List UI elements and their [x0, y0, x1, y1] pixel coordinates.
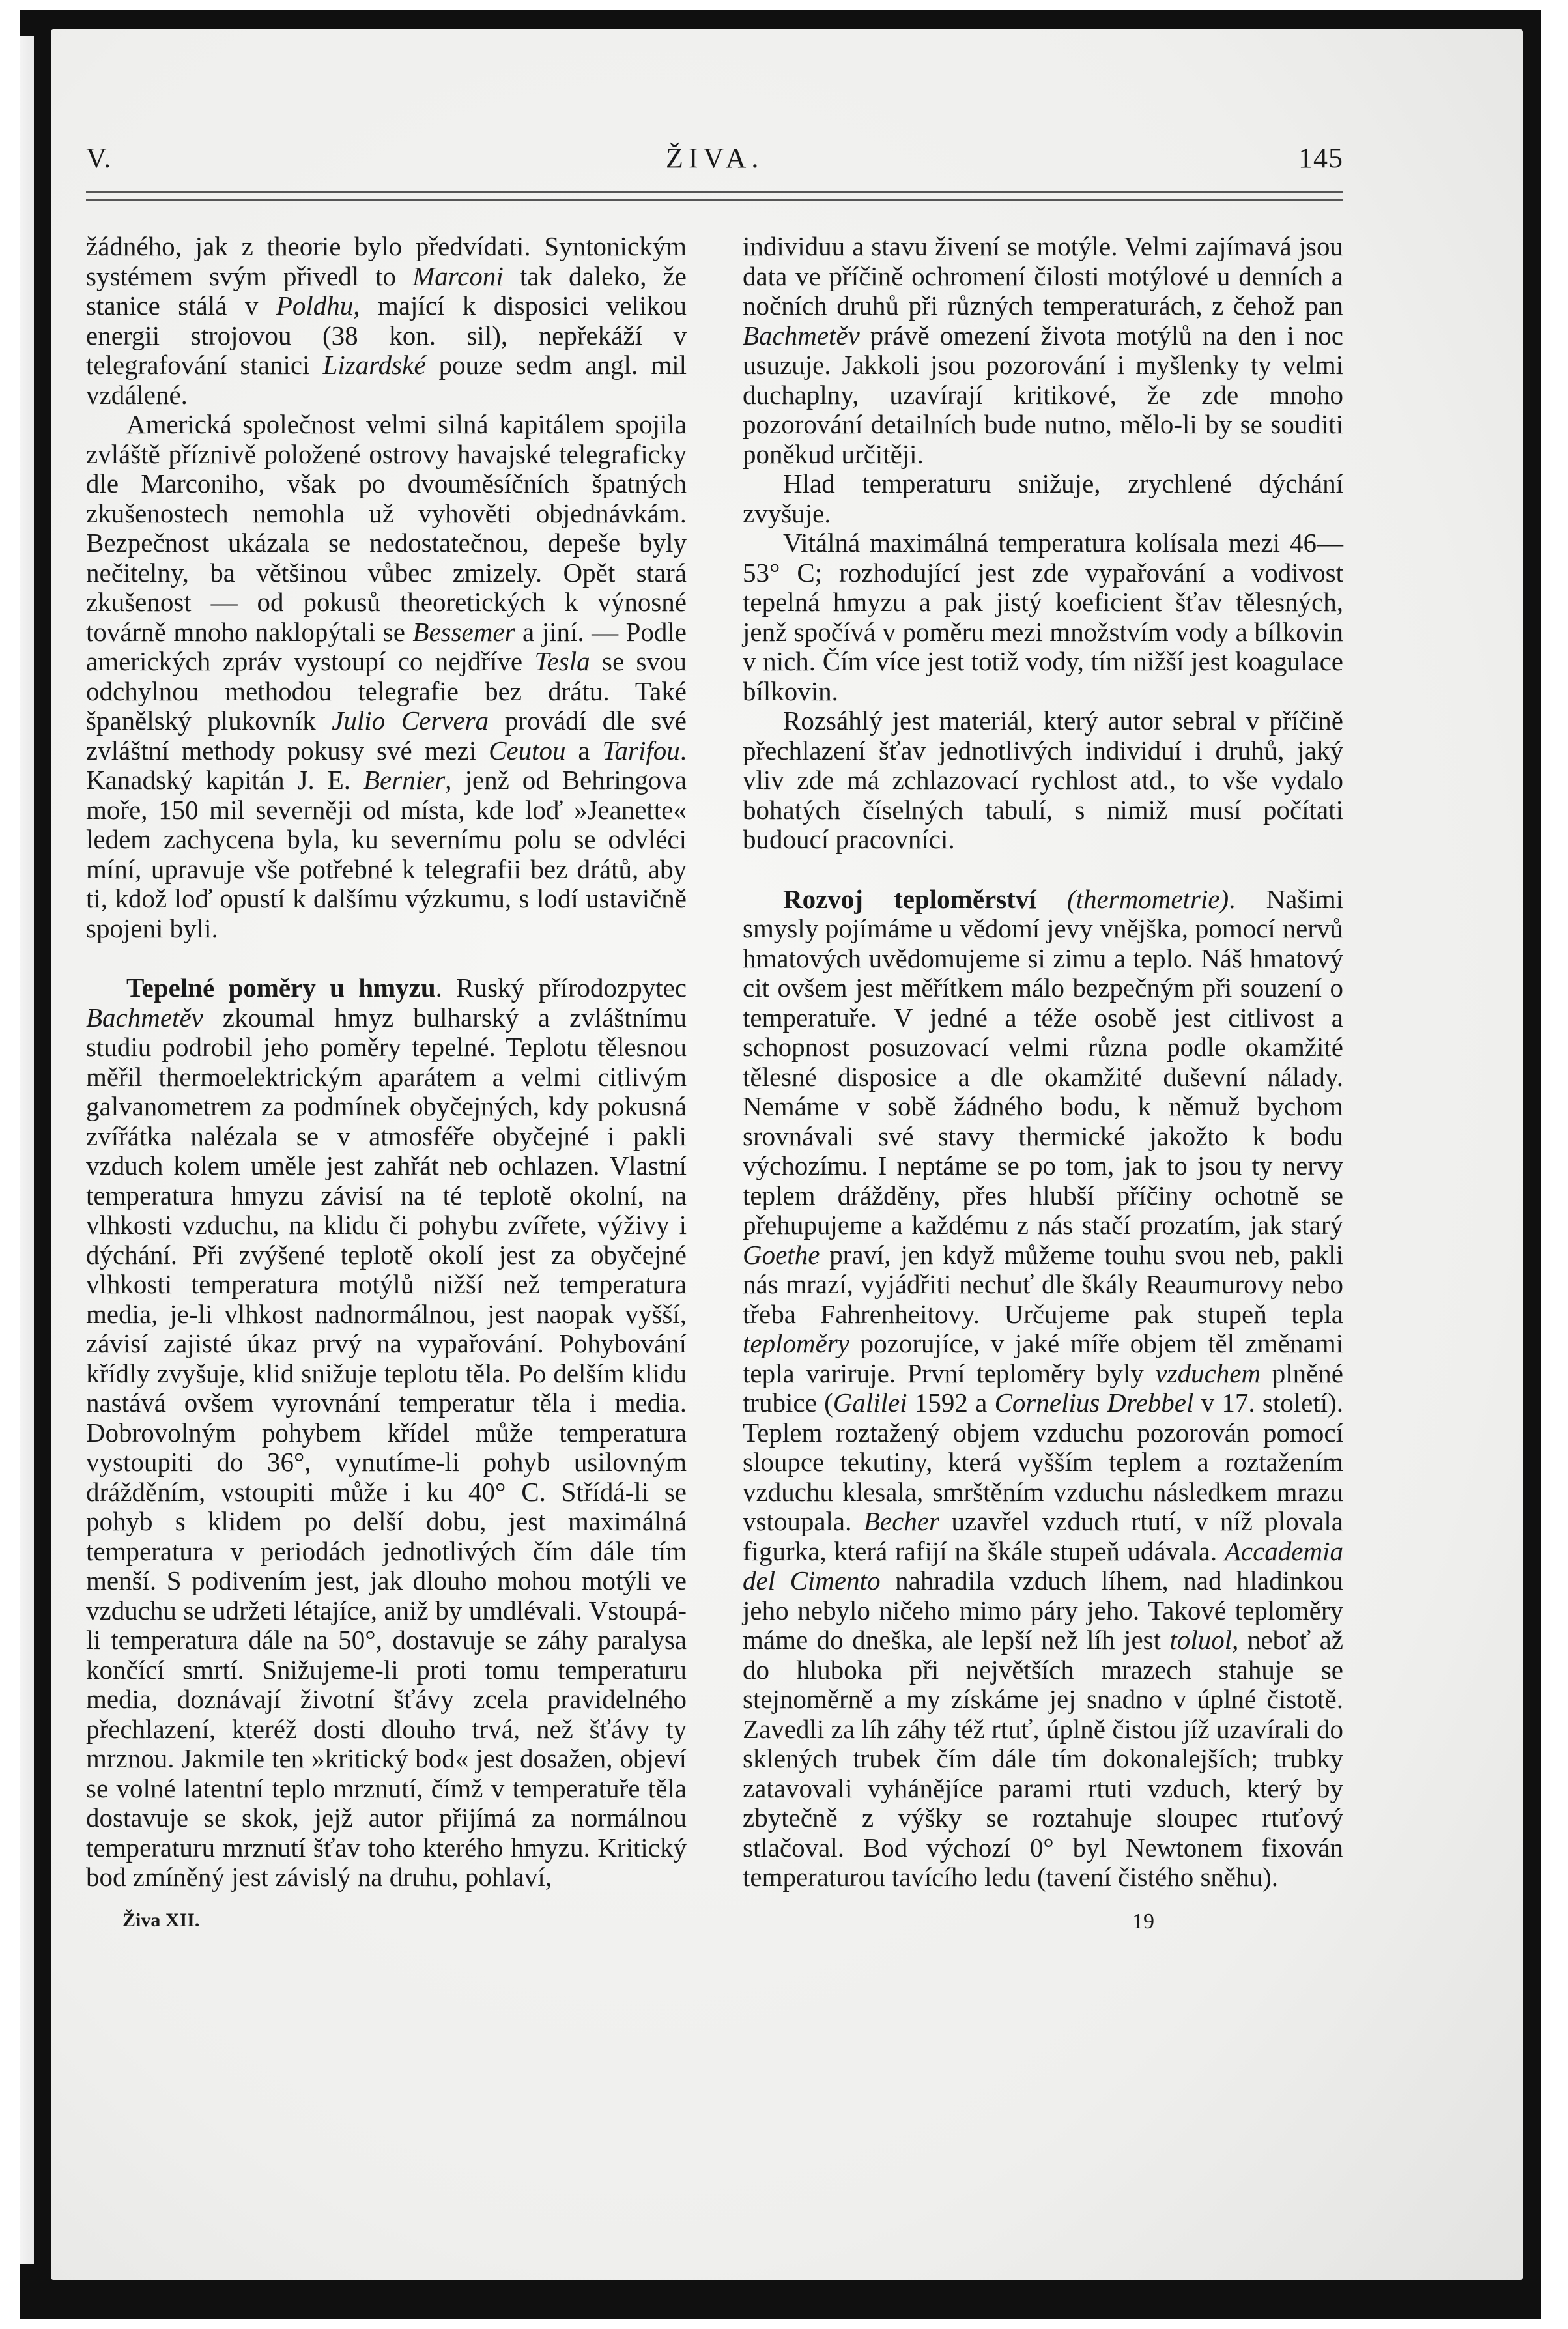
emphasized-name: teploměry — [743, 1328, 849, 1358]
emphasized-name: Becher — [863, 1506, 939, 1536]
emphasized-name: toluol — [1169, 1625, 1233, 1655]
emphasized-name: Galilei — [833, 1388, 907, 1418]
text-run: pouze sedm angl. mil vzdálené. — [86, 350, 687, 410]
text-run: Americká společnost velmi silná kapitálem spojila zvláště příznivě položené ostrovy havajské telegraficky dle Marconiho, však po dvouměsíčních špatných zkušenostech nemohla už vyhověti objednávkám. Bezpečnost ukázala se nedostatečnou, depeše byly nečitelny, ba většinou vůbec zmizely. Opět stará zkušenost — od pokusů theoretických k výnosné továrně mnoho naklopýtali se — [86, 409, 687, 647]
emphasized-name: vzduchem — [1155, 1358, 1261, 1388]
text-run: , neboť až do hluboka při největších mrazech stahuje se stejnoměrně a my získáme jej snadno v úplné čistotě. Zavedli za líh záhy též rtuť, úplně čistou jíž uzavírali do sklených trubek čím dále tím dokonalejších; trubky zatavovali vyhánějíce parami rtuti vzduch, který by zbytečně z výšky se roztahuje sloupec rtuťový stlačoval. Bod výchozí 0° byl Newtonem fixován temperaturou tavícího ledu (tavení čistého sněhu). — [743, 1625, 1343, 1892]
text-run: zkoumal hmyz bulharský a zvláštnímu studiu podrobil jeho poměry tepelné. Teplotu tělesnou měřil thermoelektrickým aparátem a velmi citlivým galvanometrem za podmínek obyčejných, kdy pokusná zvířátka nalézala se v atmosféře obyčejné i pakli vzduch kolem uměle jest zahřát neb ochlazen. Vlastní temperatura hmyzu závisí na té teplotě okolní, na vlhkosti vzduchu, na klidu či pohybu zvířete, výživy i dýchání. Při zvýšené teplotě okolí jest za obyčejné vlhkosti temperatura motýlů nižší než temperatura media, je-li vlhkost nadnormálnou, jest naopak vyšší, závisí zajisté úkaz prvý na vypařování. Pohybování křídly zvyšuje, klid snižuje teplotu těla. Po delším klidu nastává ovšem vyrovnání temperatur těla i media. Dobrovolným pohybem křídel může temperatura vystoupiti do 36°, vynutíme-li pohyb usilovným drážděním, vstoupiti může i ku 40° C. Střídá-li se pohyb s klidem po delší dobu, jest maximálná temperatura v periodách jednotlivých čím dále tím menší. S podivením jest, jak dlouho mohou motýli ve vzduchu se udržeti létajíce, aniž by umdlévali. Vstoupá-li temperatura dále na 50°, dostavuje se záhy paralysa končící smrtí. Snižujeme-li proti tomu temperaturu media, doznávají životní šťávy zcela pravidelného přechlazení, kteréž dosti dlouho trvá, než šťávy ty mrznou. Jakmile ten »kritický bod« jest dosažen, objeví se volné latentní teplo mrznutí, čímž v temperatuře těla dostavuje se skok, jejž autor přijímá za normálnou temperaturu mrznutí šťav toho kterého hmyzu. Kritický bod zmíněný jest závislý na druhu, pohlaví, — [86, 1002, 687, 1892]
page-content — [86, 134, 1343, 1942]
text-run: Rozsáhlý jest materiál, který autor sebral v příčině přechlazení šťav jednotlivých individuí i druhů, jaký vliv zde má zchlazovací rychlost atd., to vše vydalo bohatých číselných tabulí, s nimiž musí počítati budoucí pracovníci. — [743, 706, 1343, 854]
section-paragraph — [743, 885, 1343, 1893]
scan-edge — [20, 36, 34, 2264]
signature-mark: Živa XII. — [122, 1909, 200, 1931]
emphasized-name: (thermometrie) — [1066, 883, 1229, 914]
page-number: 145 — [1298, 142, 1343, 174]
paragraph — [86, 410, 687, 943]
emphasized-name: Julio Cervera — [332, 706, 489, 736]
emphasized-name: Tarifou — [602, 735, 680, 765]
text-run: a jiní. — Podle amerických zpráv vystoupí co nejdříve — [86, 616, 687, 676]
paragraph — [743, 528, 1343, 706]
section-heading: Rozvoj teploměrství — [783, 883, 1036, 914]
text-run: provádí dle své zvláštní methody pokusy své mezi — [86, 706, 687, 765]
paragraph — [743, 706, 1343, 855]
journal-title: ŽIVA. — [666, 142, 764, 174]
emphasized-name: Ceutou — [489, 735, 566, 765]
text-columns — [86, 232, 1343, 1893]
page-footer — [86, 1909, 1343, 1942]
emphasized-name: Poldhu — [276, 291, 354, 321]
text-run: právě omezení života motýlů na den i noc usuzuje. Jakkoli jsou pozorování i myšlenky ty velmi duchaplny, uzavírají kritikové, že zde mnoho pozorování detailních bude nutno, mělo-li by se souditi poněkud určitěji. — [743, 320, 1343, 469]
section-heading: Tepelné poměry u hmyzu — [126, 973, 436, 1003]
paragraph — [743, 232, 1343, 469]
emphasized-name: Bachmetěv — [743, 320, 860, 350]
emphasized-name: Bernier — [363, 765, 446, 795]
text-run: se svou odchylnou methodou telegrafie bez drátu. Také španělský plukovník — [86, 646, 687, 736]
text-run: . Ruský přírodozpytec — [435, 973, 687, 1003]
running-head — [86, 134, 1343, 179]
text-run: , jenž od Behringova moře, 150 mil severněji od místa, kde loď »Jeanette« ledem zachycena byla, ku severnímu polu se odvléci míní, upravuje vše potřebné k telegrafii bez drátů, aby ti, kdož loď opustí k dalšímu výzkumu, s lodí ustavičně spojeni byli. — [86, 765, 687, 943]
volume-number: V. — [86, 142, 112, 174]
text-run: Vitálná maximálná temperatura kolísala mezi 46—53° C; rozhodující jest zde vypařování a vodivost tepelná hmyzu a pak jistý koeficient šťav tělesných, jenž spočívá v poměru mezi množstvím vody a bílkovin v nich. Čím více jest totiž vody, tím nižší jest koagulace bílkovin. — [743, 528, 1343, 706]
emphasized-name: Goethe — [743, 1239, 820, 1270]
text-run: pozorujíce, v jaké míře objem těl změnami tepla variruje. První teploměry byly — [743, 1328, 1343, 1388]
emphasized-name: Tesla — [534, 646, 590, 676]
emphasized-name: Cornelius Drebbel — [994, 1388, 1194, 1418]
header-rule — [86, 191, 1343, 201]
text-run: a — [565, 735, 603, 765]
paragraph — [86, 232, 687, 410]
text-run: plněné trubice ( — [743, 1358, 1343, 1418]
left-column — [86, 232, 687, 1893]
text-run: praví, jen když můžeme touhu svou neb, pakli nás mrazí, vyjádřiti nechuť dle škály Reaumurovy nebo třeba Fahrenheitovy. Určujeme pak stupeň tepla — [743, 1239, 1343, 1329]
right-column — [743, 232, 1343, 1893]
text-run: , mající k disposici velikou energii strojovou (38 kon. sil), nepřekáží v telegrafování stanici — [86, 291, 687, 380]
text-run: v 17. století). Teplem roztažený objem vzduchu pozorován pomocí sloupce tekutiny, která vyšším teplem a roztažením vzduchu klesala, smrštěním vzduchu následkem mrazu vstoupala. — [743, 1388, 1344, 1536]
sheet-number: 19 — [1132, 1909, 1154, 1934]
emphasized-name: Bachmetěv — [86, 1002, 203, 1033]
paragraph — [743, 469, 1343, 528]
text-run: individuu a stavu živení se motýle. Velmi zajímavá jsou data ve příčině ochromení čilosti motýlové u denních a nočních druhů při různých temperaturách, z čehož pan — [743, 231, 1343, 321]
text-run: žádného, jak z theorie bylo předvídati. Syntonickým systémem svým přivedl to — [86, 231, 687, 291]
section-paragraph — [86, 973, 687, 1893]
emphasized-name: Marconi — [412, 261, 504, 291]
emphasized-name: Accademia del Cimento — [743, 1536, 1343, 1595]
text-run: nahradila vzduch líhem, nad hladinkou jeho nebylo ničeho mimo páry jeho. Takové teploměry máme do dneška, ale lepší než líh jest — [743, 1565, 1343, 1655]
text-run: Hlad temperaturu snižuje, zrychlené dýchání zvyšuje. — [743, 468, 1343, 528]
emphasized-name: Lizardské — [322, 350, 426, 380]
text-run: uzavřel vzduch rtutí, v níž plovala figurka, která rafijí na škále stupeň udávala. — [743, 1506, 1343, 1566]
text-run — [1036, 884, 1067, 914]
text-run: . Našimi smysly pojímáme u vědomí jevy vnějška, pomocí nervů hmatových uvědomujeme si zimu a teplo. Náš hmatový cit ovšem jest měřítkem málo bezpečným při souzení o temperatuře. V jedné a téže osobě jest citlivost a schopnost posuzovací velmi různa podle okamžité tělesné disposice a dle okamžité duševní nálady. Nemáme v sobě žádného bodu, k němuž bychom srovnávali své stavy thermické jakožto k bodu výchozímu. I neptáme se po tom, jak to jsou ty nervy teplem drážděny, přes hlubší příčiny ochotně se přehupujeme a každému z nás stačí prozatím, jak starý — [743, 883, 1344, 1240]
text-run: 1592 a — [907, 1388, 995, 1418]
emphasized-name: Bessemer — [412, 616, 515, 647]
text-run: . Kanadský kapitán J. E. — [86, 735, 687, 795]
text-run: tak daleko, že stanice stálá v — [86, 261, 687, 321]
